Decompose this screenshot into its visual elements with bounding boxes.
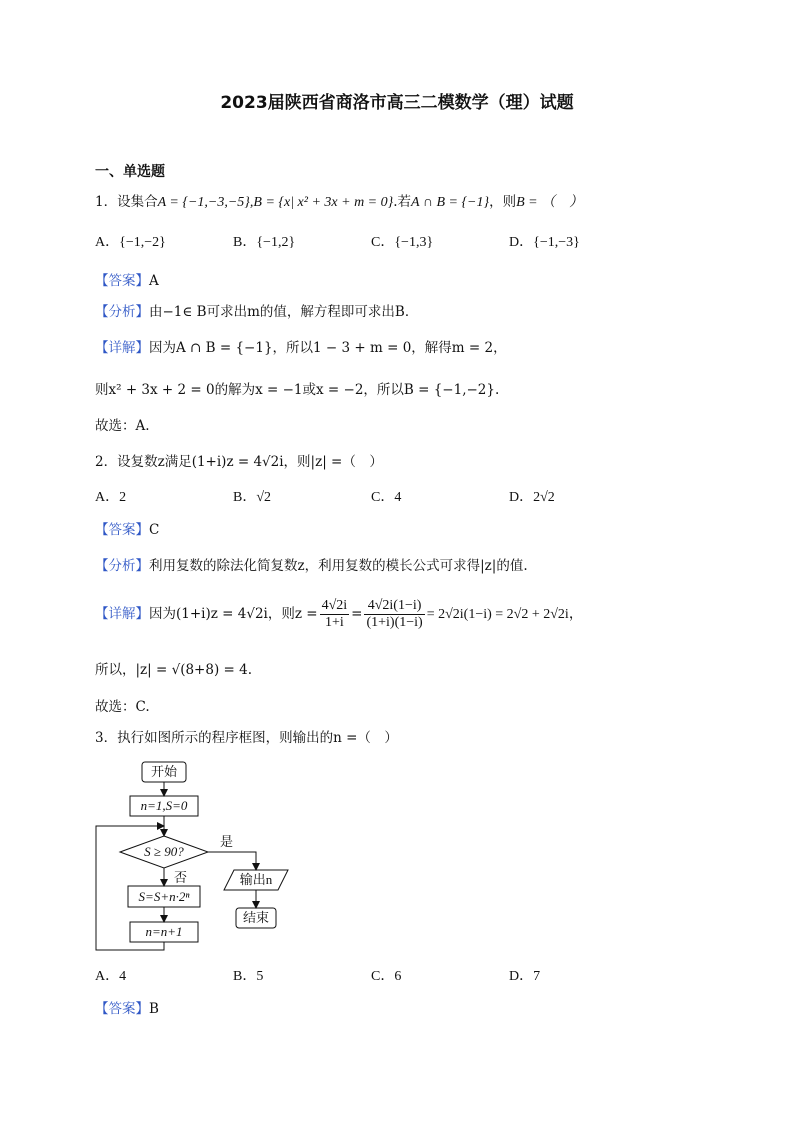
q1-answer [95, 271, 159, 291]
q2-detail-line2: 所以，|z| = √(8+8) = 4. [95, 662, 253, 678]
q3-answer [95, 999, 159, 1019]
detail-label: 【详解】 [95, 606, 149, 622]
q1-set-b: ,B = {x| x² + 3x + m = 0} [249, 195, 394, 210]
q1-detail-line2: 则x² + 3x + 2 = 0的解为x = −1或x = −2，所以B = {−1,−2}. [95, 382, 500, 398]
q1-detail-line1: 因为A ∩ B = {−1}，所以1 − 3 + m = 0，解得m = 2， [149, 340, 507, 356]
q2-detail: 【详解】因为(1+i)z = 4√2i，则z = $\frac{4√2i}{1+i}$ = $\frac{4√2i(1-i)}{(1+i)(1-i)}$ = 2√2i(1−i) = 2√2 + 2√2i， [95, 598, 583, 630]
flow-init-label: n=1,S=0 [140, 798, 188, 813]
q1-set-a: A = {−1,−3,−5} [157, 195, 250, 210]
q2-answer-value: C [149, 522, 160, 538]
q1-answer-value: A [149, 273, 159, 289]
q1-option-b: B．{−1,2} [233, 235, 296, 250]
q1-analysis [95, 302, 418, 322]
q1-option-a: A．{−1,−2} [95, 235, 166, 250]
q1-stem-mid: .若 [393, 194, 412, 210]
q2-fraction-2-denominator: (1+i)(1−i) [366, 615, 423, 630]
q2-detail-pre: 因为(1+i)z = 4√2i，则z = [149, 606, 318, 622]
q1-analysis-text: 由−1∈ B可求出m的值，解方程即可求出B． [149, 304, 419, 320]
flow-output-label: 输出n [239, 872, 273, 887]
q1-stem-post: ，则 [489, 194, 517, 210]
q1-ask: B = （ ） [516, 195, 584, 210]
q1-condition: A ∩ B = {−1} [411, 195, 490, 210]
flow-yes-label: 是 [220, 834, 234, 849]
page-title: 2023届陕西省商洛市高三二模数学（理）试题 [220, 93, 574, 113]
q3-answer-value: B [149, 1001, 159, 1017]
q1-conclusion: 故选：A. [95, 418, 150, 434]
flow-end-label: 结束 [242, 910, 270, 925]
flow-no-label: 否 [174, 870, 188, 885]
q2-conclusion: 故选：C. [95, 699, 150, 715]
q2-fraction-2-numerator: 4√2i(1−i) [364, 598, 424, 615]
flow-increment-label: n=n+1 [145, 924, 183, 939]
q2-option-b: B．√2 [233, 490, 272, 505]
analysis-label: 【分析】 [95, 304, 149, 320]
flow-update-label: S=S+n·2ⁿ [138, 889, 190, 904]
flow-decision-label: S ≥ 90? [144, 844, 184, 859]
q2-option-c: C．4 [371, 490, 402, 505]
section-heading: 一、单选题 [95, 164, 165, 180]
q2-fraction-1-numerator: 4√2i [321, 598, 348, 613]
answer-label: 【答案】 [95, 522, 149, 538]
q2-detail-post: = 2√2i(1−i) = 2√2 + 2√2i， [426, 607, 583, 622]
q2-fraction-2 [364, 598, 424, 631]
q3-option-c: C．6 [371, 969, 402, 984]
detail-label: 【详解】 [95, 340, 149, 356]
q3-option-d: D．7 [509, 969, 541, 984]
q3-option-b: B．5 [233, 969, 264, 984]
q3-stem: 3．执行如图所示的程序框图，则输出的n =（ ） [95, 730, 398, 746]
q2-option-d: D．2√2 [509, 490, 555, 505]
answer-label: 【答案】 [95, 273, 149, 289]
q2-stem: 2．设复数z满足(1+i)z = 4√2i，则|z| =（ ） [95, 454, 383, 470]
q2-answer [95, 520, 159, 540]
q1-option-c: C．{−1,3} [371, 235, 434, 250]
q2-fraction-1 [320, 598, 350, 631]
q3-flowchart [90, 758, 310, 958]
q1-stem-pre: 1．设集合 [95, 194, 158, 210]
q1-option-d: D．{−1,−3} [509, 235, 580, 250]
q1-stem [95, 192, 583, 213]
q3-option-a: A．4 [95, 969, 127, 984]
q2-fraction-1-denominator: 1+i [324, 615, 344, 630]
q1-detail [95, 338, 507, 358]
answer-label: 【答案】 [95, 1001, 149, 1017]
q2-option-a: A．2 [95, 490, 127, 505]
q2-analysis-text: 利用复数的除法化简复数z，利用复数的模长公式可求得|z|的值. [149, 558, 528, 574]
flow-start-label: 开始 [150, 764, 178, 779]
analysis-label: 【分析】 [95, 558, 149, 574]
q2-analysis [95, 556, 528, 576]
